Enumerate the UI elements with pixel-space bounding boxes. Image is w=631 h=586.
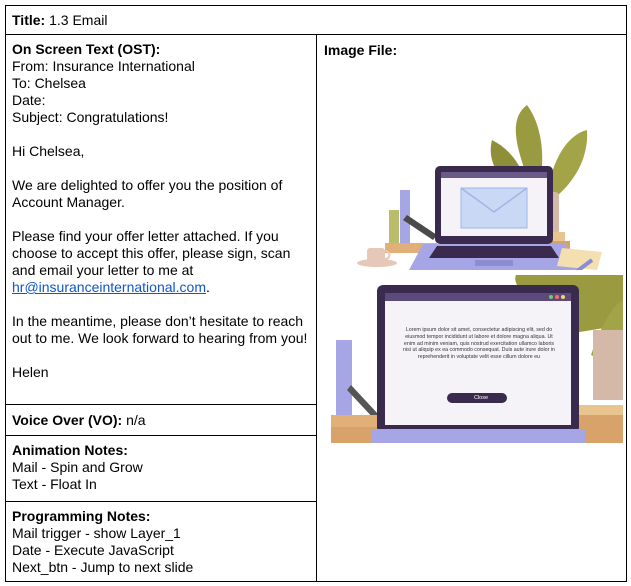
title-value: 1.3 Email: [49, 12, 108, 28]
email-date: Date:: [12, 92, 46, 108]
popup-close-button[interactable]: Close: [473, 395, 489, 401]
storyboard-table: [5, 5, 627, 582]
vo-label: Voice Over (VO):: [12, 412, 123, 428]
email-signoff: Helen: [12, 364, 49, 380]
animation-line: Mail - Spin and Grow: [12, 459, 143, 475]
title-row: [6, 6, 626, 35]
animation-line: Text - Float In: [12, 476, 97, 492]
programming-line: Date - Execute JavaScript: [12, 542, 174, 558]
email-subject: Subject: Congratulations!: [12, 109, 169, 125]
title-label: Title:: [12, 12, 46, 28]
animation-notes-cell: [6, 436, 316, 502]
laptop-envelope-illustration: [357, 100, 607, 270]
popup-lorem-text: Lorem ipsum dolor sit amet, consectetur adipiscing elit, sed do eiusmod tempor incididunt ut labore et dolore magna aliqua. Ut enim ad minim veniam, quis nostrud exercitation ullamco laboris nisi ut aliquip ex ea commodo consequat. Duis aute irure dolor in reprehenderit in voluptate velit esse cillum dolore eu: [403, 327, 555, 361]
vo-value: n/a: [126, 412, 146, 428]
programming-label: Programming Notes:: [12, 508, 151, 524]
email-from: From: Insurance International: [12, 58, 195, 74]
programming-notes-cell: [6, 502, 316, 581]
image-file-label: Image File:: [324, 42, 398, 58]
email-paragraph-1: We are delighted to offer you the position of Account Manager.: [12, 177, 283, 210]
programming-line: Next_btn - Jump to next slide: [12, 559, 194, 575]
voice-over-cell: [6, 405, 316, 436]
animation-label: Animation Notes:: [12, 442, 128, 458]
ost-cell: [6, 35, 316, 405]
email-paragraph-2: Please find your offer letter attached. If you choose to accept this offer, please sign, scan and email your letter to me at hr@insuranceinternational.com.: [12, 228, 291, 295]
image-column: [317, 35, 626, 581]
email-address-link[interactable]: hr@insuranceinternational.com: [12, 279, 206, 295]
programming-line: Mail trigger - show Layer_1: [12, 525, 181, 541]
email-paragraph-3: In the meantime, please don’t hesitate to reach out to me. We look forward to hearing from you!: [12, 313, 308, 346]
notes-column: [6, 35, 317, 581]
email-to: To: Chelsea: [12, 75, 86, 91]
email-greeting: Hi Chelsea,: [12, 143, 85, 159]
ost-label: On Screen Text (OST):: [12, 41, 161, 57]
